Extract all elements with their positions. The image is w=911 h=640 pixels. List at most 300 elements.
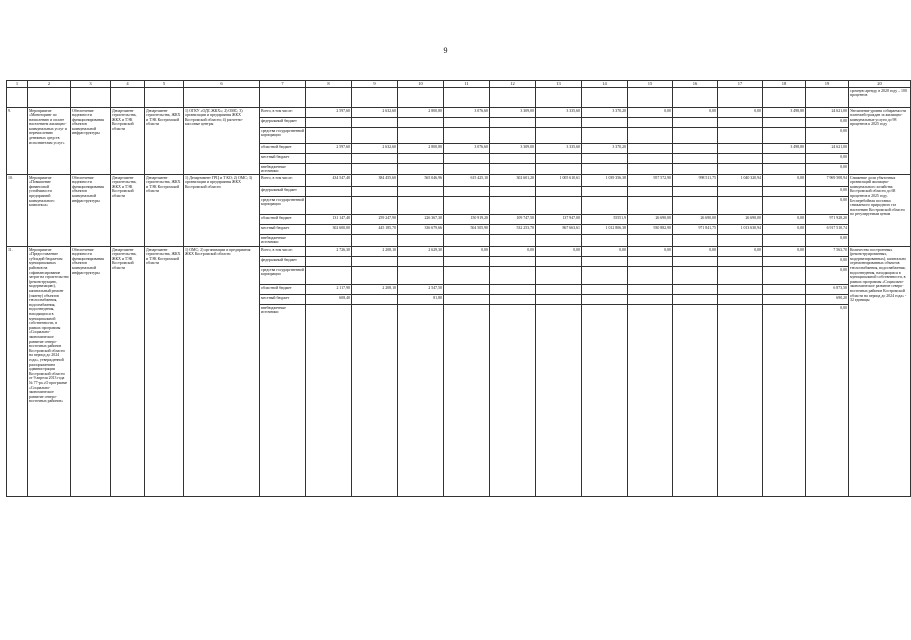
- funding-year-value: [628, 197, 673, 215]
- funding-total-value: 7 563,70: [806, 247, 849, 257]
- funding-year-value: [628, 257, 673, 267]
- funding-year-value: [490, 295, 536, 305]
- activity-executors: 1) ОГКУ «ОДС ЖКХ»; 2) ОМС; 3) организации и предприятия ЖКХ Костромской области; 4) расчетно-кассовые центры: [184, 108, 260, 175]
- funding-year-value: [673, 305, 718, 497]
- funding-year-value: [444, 267, 490, 285]
- funding-year-value: [763, 154, 806, 164]
- funding-year-value: [490, 154, 536, 164]
- funding-year-value: 2 800,80: [398, 144, 444, 154]
- funding-year-value: 0,00: [763, 215, 806, 225]
- funding-year-value: 504 505,90: [444, 225, 490, 235]
- program-activities-table: [6, 80, 911, 497]
- funding-year-value: 3 335,60: [536, 108, 582, 118]
- funding-total-value: 0,00: [806, 154, 849, 164]
- funding-year-value: 867 663,61: [536, 225, 582, 235]
- funding-year-value: [398, 118, 444, 128]
- empty-cell: [260, 88, 306, 108]
- funding-year-value: [444, 187, 490, 197]
- column-number: 18: [763, 81, 806, 88]
- funding-year-value: 615 425,10: [444, 175, 490, 187]
- funding-year-value: [763, 128, 806, 144]
- funding-year-value: [582, 197, 628, 215]
- funding-year-value: 336 679,66: [398, 225, 444, 235]
- funding-year-value: [444, 235, 490, 247]
- funding-year-value: 2 629,30: [398, 247, 444, 257]
- funding-year-value: [763, 197, 806, 215]
- activity-num: 10.: [7, 175, 28, 247]
- funding-year-value: 0,00: [763, 175, 806, 187]
- funding-year-value: [306, 267, 352, 285]
- funding-year-value: [582, 305, 628, 497]
- funding-year-value: [582, 164, 628, 175]
- funding-year-value: 2 208,10: [352, 247, 398, 257]
- funding-year-value: [718, 267, 763, 285]
- funding-source-label: областной бюджет: [260, 285, 306, 295]
- funding-year-value: 565 046,96: [398, 175, 444, 187]
- funding-year-value: [352, 295, 398, 305]
- funding-year-value: 26 690,00: [673, 215, 718, 225]
- funding-year-value: [763, 285, 806, 295]
- funding-year-value: [673, 144, 718, 154]
- funding-year-value: [582, 295, 628, 305]
- column-number: 8: [306, 81, 352, 88]
- funding-total-value: 6 873,50: [806, 285, 849, 295]
- funding-total-value: 0,00: [806, 267, 849, 285]
- funding-year-value: [490, 235, 536, 247]
- empty-cell: [7, 88, 28, 108]
- funding-year-value: [490, 164, 536, 175]
- funding-year-value: 3 370,20: [582, 108, 628, 118]
- funding-year-value: 3 498,80: [763, 144, 806, 154]
- funding-year-value: 0,00: [673, 108, 718, 118]
- funding-year-value: [582, 267, 628, 285]
- funding-year-value: [398, 164, 444, 175]
- empty-cell: [763, 88, 806, 108]
- funding-total-value: 24 621,00: [806, 108, 849, 118]
- funding-year-value: [306, 187, 352, 197]
- funding-year-value: 131 147,40: [306, 215, 352, 225]
- funding-year-value: [536, 285, 582, 295]
- funding-year-value: [444, 305, 490, 497]
- funding-year-value: [718, 235, 763, 247]
- funding-year-value: 137 947,00: [536, 215, 582, 225]
- funding-total-value: 0,00: [806, 257, 849, 267]
- funding-year-value: [536, 197, 582, 215]
- page-number: 9: [443, 46, 448, 55]
- funding-year-value: 2 632,60: [352, 144, 398, 154]
- empty-cell: [444, 88, 490, 108]
- activity-name: Мероприятие «Повышение финансовой устойчивости предприятий коммунального комплекса»: [28, 175, 71, 247]
- funding-year-value: 302 601,20: [490, 175, 536, 187]
- activity-executors: 1) ОМС; 2) организации и предприятия ЖКХ Костромской области: [184, 247, 260, 497]
- funding-source-label: местный бюджет: [260, 225, 306, 235]
- funding-year-value: [763, 235, 806, 247]
- funding-year-value: [444, 164, 490, 175]
- column-number: 3: [71, 81, 111, 88]
- funding-year-value: [718, 164, 763, 175]
- funding-total-value: 0,00: [806, 197, 849, 215]
- funding-year-value: 2 208,10: [352, 285, 398, 295]
- column-number: 19: [806, 81, 849, 88]
- funding-year-value: [352, 257, 398, 267]
- funding-year-value: [582, 187, 628, 197]
- funding-year-value: 1 040 320,94: [718, 175, 763, 187]
- funding-year-value: [352, 118, 398, 128]
- funding-year-value: [398, 235, 444, 247]
- funding-year-value: [306, 197, 352, 215]
- column-number: 17: [718, 81, 763, 88]
- funding-year-value: [306, 305, 352, 497]
- funding-year-value: 2 117,90: [306, 285, 352, 295]
- funding-year-value: 0,00: [444, 247, 490, 257]
- empty-cell: [145, 88, 184, 108]
- funding-year-value: [490, 118, 536, 128]
- funding-year-value: 998 511,75: [673, 175, 718, 187]
- funding-source-label: местный бюджет: [260, 295, 306, 305]
- funding-year-value: [352, 164, 398, 175]
- funding-year-value: 608,40: [306, 295, 352, 305]
- activity-expected-result: Увеличение уровня собираемости платежей граждан за жилищно-коммунальные услуги до 98 процентов к 2025 году: [849, 108, 911, 175]
- funding-year-value: [718, 128, 763, 144]
- funding-year-value: [628, 295, 673, 305]
- activity-name: Мероприятие «Предоставление субсидий бюджетам муниципальных районов на софинансирование затрат на строительство (реконструкцию, модернизацию), капитальный ремонт (замену) объектов теплоснабжения, водоснабжения, водоотведения, находящихся в муниципальной собственности, в рамках программы «Социально-экономическое развитие северо-восточных районов Костромской области на период до 2024 года», утвержденной распоряжением администрации Костромской области от 9 апреля 2013 года № 77-ра «О программе «Социально-экономическое развитие северо-восточных районов»: [28, 247, 71, 497]
- funding-total-value: 0,00: [806, 164, 849, 175]
- empty-cell: [352, 88, 398, 108]
- funding-year-value: 1 013 630,94: [718, 225, 763, 235]
- funding-year-value: 3 370,20: [582, 144, 628, 154]
- activity-expected-result: Снижение доли убыточных организаций жилищно-коммунального хозяйства Костромской области до 68 процентов в 2025 году. Бесперебойная поставка снижаемого природного газ населению Костромской области по регулируемым ценам: [849, 175, 911, 247]
- funding-year-value: [306, 118, 352, 128]
- funding-year-value: 259 247,90: [352, 215, 398, 225]
- activity-expected-result: Количество построенных (реконструированных, модернизированных), капитально отремонтированных объектов теплоснабжения, водоснабжения, водоотведения, находящихся в муниципальной собственности, в рамках программы «Социально-экономическое развитие северо-восточных районов Костромской области на период до 2024 года» - 32 единицы: [849, 247, 911, 497]
- activity-row: [7, 108, 911, 118]
- funding-year-value: [352, 305, 398, 497]
- funding-year-value: [490, 187, 536, 197]
- funding-year-value: [673, 285, 718, 295]
- funding-year-value: 1 005 610,61: [536, 175, 582, 187]
- column-number: 16: [673, 81, 718, 88]
- funding-year-value: [673, 118, 718, 128]
- empty-cell: [536, 88, 582, 108]
- activity-num: 9.: [7, 108, 28, 175]
- carry-over-row: [7, 88, 911, 108]
- funding-year-value: 109 747,50: [490, 215, 536, 225]
- funding-year-value: [673, 197, 718, 215]
- funding-source-label: средства государственной корпорации: [260, 197, 306, 215]
- funding-year-value: [718, 257, 763, 267]
- funding-total-value: 0,00: [806, 305, 849, 497]
- funding-year-value: [444, 285, 490, 295]
- funding-year-value: 0,00: [582, 247, 628, 257]
- funding-year-value: 26 690,00: [718, 215, 763, 225]
- column-number: 7: [260, 81, 306, 88]
- funding-year-value: 81,80: [398, 295, 444, 305]
- column-number: 12: [490, 81, 536, 88]
- funding-total-value: 971 928,20: [806, 215, 849, 225]
- funding-year-value: [628, 285, 673, 295]
- funding-total-value: 0,00: [806, 118, 849, 128]
- funding-source-label: внебюджетные источники: [260, 164, 306, 175]
- funding-year-value: 1 012 806,38: [582, 225, 628, 235]
- funding-year-value: [582, 285, 628, 295]
- funding-year-value: 971 841,75: [673, 225, 718, 235]
- funding-year-value: [490, 197, 536, 215]
- funding-source-label: Всего, в том числе:: [260, 108, 306, 118]
- column-number: 5: [145, 81, 184, 88]
- activity-customer: Департамент строительства, ЖКХ и ТЭК Костромской области: [111, 108, 145, 175]
- activity-task: Обеспечение надежности функционирования объектов коммунальной инфраструктуры: [71, 108, 111, 175]
- funding-year-value: [536, 235, 582, 247]
- funding-year-value: 445 185,70: [352, 225, 398, 235]
- funding-year-value: [582, 235, 628, 247]
- funding-year-value: 226 367,30: [398, 215, 444, 225]
- activity-customer: Департамент строительства, ЖКХ и ТЭК Костромской области: [111, 247, 145, 497]
- column-number: 14: [582, 81, 628, 88]
- activity-responsible: Департамент строительства, ЖКХ и ТЭК Костромской области: [145, 247, 184, 497]
- funding-year-value: [490, 305, 536, 497]
- funding-year-value: [352, 187, 398, 197]
- funding-year-value: 0,00: [490, 247, 536, 257]
- activity-num: 11.: [7, 247, 28, 497]
- funding-year-value: [536, 305, 582, 497]
- funding-year-value: [352, 235, 398, 247]
- column-number: 20: [849, 81, 911, 88]
- funding-source-label: средства государственной корпорации: [260, 128, 306, 144]
- column-number: 15: [628, 81, 673, 88]
- funding-year-value: [763, 187, 806, 197]
- funding-year-value: [444, 118, 490, 128]
- funding-year-value: 2 726,30: [306, 247, 352, 257]
- funding-year-value: 0,00: [628, 247, 673, 257]
- funding-year-value: 0,00: [536, 247, 582, 257]
- funding-year-value: [673, 164, 718, 175]
- funding-year-value: [444, 295, 490, 305]
- funding-year-value: [444, 257, 490, 267]
- empty-cell: [111, 88, 145, 108]
- column-number: 11: [444, 81, 490, 88]
- empty-cell: [582, 88, 628, 108]
- funding-year-value: 302 600,00: [306, 225, 352, 235]
- funding-source-label: областной бюджет: [260, 144, 306, 154]
- funding-year-value: [352, 197, 398, 215]
- funding-year-value: [718, 187, 763, 197]
- funding-year-value: [763, 164, 806, 175]
- funding-year-value: [763, 305, 806, 497]
- funding-year-value: [628, 154, 673, 164]
- funding-year-value: [582, 118, 628, 128]
- funding-year-value: [536, 257, 582, 267]
- funding-year-value: [444, 197, 490, 215]
- funding-year-value: [306, 235, 352, 247]
- funding-year-value: 26 690,00: [628, 215, 673, 225]
- empty-cell: [184, 88, 260, 108]
- funding-total-value: 6 917 510,74: [806, 225, 849, 235]
- funding-year-value: 2 632,60: [352, 108, 398, 118]
- funding-year-value: 2 547,50: [398, 285, 444, 295]
- funding-total-value: 0,00: [806, 128, 849, 144]
- funding-source-label: Всего, в том числе:: [260, 175, 306, 187]
- funding-year-value: [398, 154, 444, 164]
- funding-year-value: 0,00: [673, 247, 718, 257]
- activity-row: [7, 175, 911, 187]
- funding-year-value: [673, 267, 718, 285]
- empty-cell: [490, 88, 536, 108]
- funding-year-value: 0,00: [718, 108, 763, 118]
- funding-year-value: 3 076,60: [444, 108, 490, 118]
- funding-year-value: 930 882,90: [628, 225, 673, 235]
- funding-year-value: [673, 128, 718, 144]
- funding-year-value: [306, 154, 352, 164]
- empty-cell: [306, 88, 352, 108]
- funding-year-value: 1 039 356,38: [582, 175, 628, 187]
- empty-cell: [71, 88, 111, 108]
- funding-year-value: [536, 295, 582, 305]
- funding-year-value: [352, 128, 398, 144]
- empty-cell: [673, 88, 718, 108]
- funding-year-value: 384 455,60: [352, 175, 398, 187]
- funding-year-value: [306, 164, 352, 175]
- column-number: 2: [28, 81, 71, 88]
- funding-year-value: [673, 154, 718, 164]
- column-number: 4: [111, 81, 145, 88]
- funding-year-value: [398, 305, 444, 497]
- column-number: 1: [7, 81, 28, 88]
- empty-cell: [28, 88, 71, 108]
- carry-over-note: срочную аренду, в 2020 году – 100 процентов: [849, 88, 911, 108]
- funding-year-value: 532 253,70: [490, 225, 536, 235]
- funding-year-value: [718, 144, 763, 154]
- funding-total-value: 24 621,00: [806, 144, 849, 154]
- funding-source-label: федеральный бюджет: [260, 187, 306, 197]
- funding-year-value: [628, 128, 673, 144]
- funding-year-value: [628, 187, 673, 197]
- funding-year-value: [536, 267, 582, 285]
- funding-source-label: федеральный бюджет: [260, 257, 306, 267]
- funding-year-value: [398, 257, 444, 267]
- activity-task: Обеспечение надежности функционирования объектов коммунальной инфраструктуры: [71, 175, 111, 247]
- funding-year-value: 0,00: [763, 247, 806, 257]
- funding-year-value: [582, 154, 628, 164]
- funding-year-value: [718, 118, 763, 128]
- funding-year-value: [718, 295, 763, 305]
- funding-year-value: [398, 197, 444, 215]
- funding-total-value: 7 969 508,94: [806, 175, 849, 187]
- funding-source-label: внебюджетные источники: [260, 235, 306, 247]
- funding-year-value: [352, 154, 398, 164]
- funding-year-value: [718, 154, 763, 164]
- funding-year-value: [536, 154, 582, 164]
- column-number: 13: [536, 81, 582, 88]
- activity-name: Мероприятие «Мониторинг по начислению и оплате населением жилищно-коммунальных услуг и перечислению денежных средств исполнителям услуг»: [28, 108, 71, 175]
- funding-year-value: [718, 197, 763, 215]
- funding-year-value: [536, 118, 582, 128]
- funding-year-value: [398, 267, 444, 285]
- funding-year-value: [582, 128, 628, 144]
- funding-year-value: 2 800,80: [398, 108, 444, 118]
- funding-source-label: Всего, в том числе:: [260, 247, 306, 257]
- empty-cell: [718, 88, 763, 108]
- funding-year-value: [398, 128, 444, 144]
- funding-year-value: [444, 128, 490, 144]
- activity-row: [7, 247, 911, 257]
- funding-source-label: местный бюджет: [260, 154, 306, 164]
- funding-year-value: 55551,9: [582, 215, 628, 225]
- funding-year-value: [490, 128, 536, 144]
- funding-year-value: [673, 235, 718, 247]
- empty-cell: [628, 88, 673, 108]
- funding-year-value: [628, 235, 673, 247]
- funding-year-value: [306, 257, 352, 267]
- activity-responsible: Департамент строительства, ЖКХ и ТЭК Костромской области: [145, 175, 184, 247]
- funding-year-value: 0,00: [763, 225, 806, 235]
- funding-year-value: 2 597,60: [306, 108, 352, 118]
- column-number-header-row: [7, 81, 911, 88]
- funding-year-value: [536, 187, 582, 197]
- funding-year-value: [628, 267, 673, 285]
- funding-year-value: [306, 128, 352, 144]
- funding-year-value: 0,00: [628, 108, 673, 118]
- funding-year-value: 3 335,60: [536, 144, 582, 154]
- funding-year-value: [352, 267, 398, 285]
- funding-year-value: [628, 164, 673, 175]
- funding-year-value: [763, 267, 806, 285]
- funding-year-value: [628, 305, 673, 497]
- funding-year-value: [490, 285, 536, 295]
- column-number: 6: [184, 81, 260, 88]
- funding-year-value: [490, 267, 536, 285]
- funding-year-value: 957 572,90: [628, 175, 673, 187]
- funding-year-value: [718, 285, 763, 295]
- funding-total-value: 0,00: [806, 187, 849, 197]
- column-number: 9: [352, 81, 398, 88]
- funding-year-value: [628, 118, 673, 128]
- empty-cell: [806, 88, 849, 108]
- funding-year-value: [398, 187, 444, 197]
- empty-cell: [398, 88, 444, 108]
- funding-source-label: федеральный бюджет: [260, 118, 306, 128]
- funding-total-value: 0,00: [806, 235, 849, 247]
- funding-total-value: 690,20: [806, 295, 849, 305]
- funding-year-value: 0,00: [718, 247, 763, 257]
- activity-executors: 1) Департамент ГРЦ и Т КО; 2) ОМС; 3) организации и предприятия ЖКХ Костромской области: [184, 175, 260, 247]
- funding-source-label: средства государственной корпорации: [260, 267, 306, 285]
- funding-year-value: [536, 128, 582, 144]
- funding-year-value: [673, 187, 718, 197]
- funding-year-value: 3 076,60: [444, 144, 490, 154]
- activity-task: Обеспечение надежности функционирования объектов коммунальной инфраструктуры: [71, 247, 111, 497]
- funding-source-label: областной бюджет: [260, 215, 306, 225]
- funding-year-value: [444, 154, 490, 164]
- funding-year-value: 3 498,80: [763, 108, 806, 118]
- activity-responsible: Департамент строительства, ЖКХ и ТЭК Костромской области: [145, 108, 184, 175]
- funding-source-label: внебюджетные источники: [260, 305, 306, 497]
- funding-year-value: 3 309,00: [490, 144, 536, 154]
- funding-year-value: 434 547,40: [306, 175, 352, 187]
- funding-year-value: [628, 144, 673, 154]
- funding-year-value: [763, 257, 806, 267]
- funding-year-value: [673, 295, 718, 305]
- funding-year-value: [582, 257, 628, 267]
- funding-year-value: [536, 164, 582, 175]
- funding-year-value: [673, 257, 718, 267]
- funding-year-value: [763, 118, 806, 128]
- funding-year-value: [718, 305, 763, 497]
- column-number: 10: [398, 81, 444, 88]
- funding-year-value: 150 919,20: [444, 215, 490, 225]
- activity-customer: Департамент строительства, ЖКХ и ТЭК Костромской области: [111, 175, 145, 247]
- funding-year-value: [763, 295, 806, 305]
- funding-year-value: 2 597,60: [306, 144, 352, 154]
